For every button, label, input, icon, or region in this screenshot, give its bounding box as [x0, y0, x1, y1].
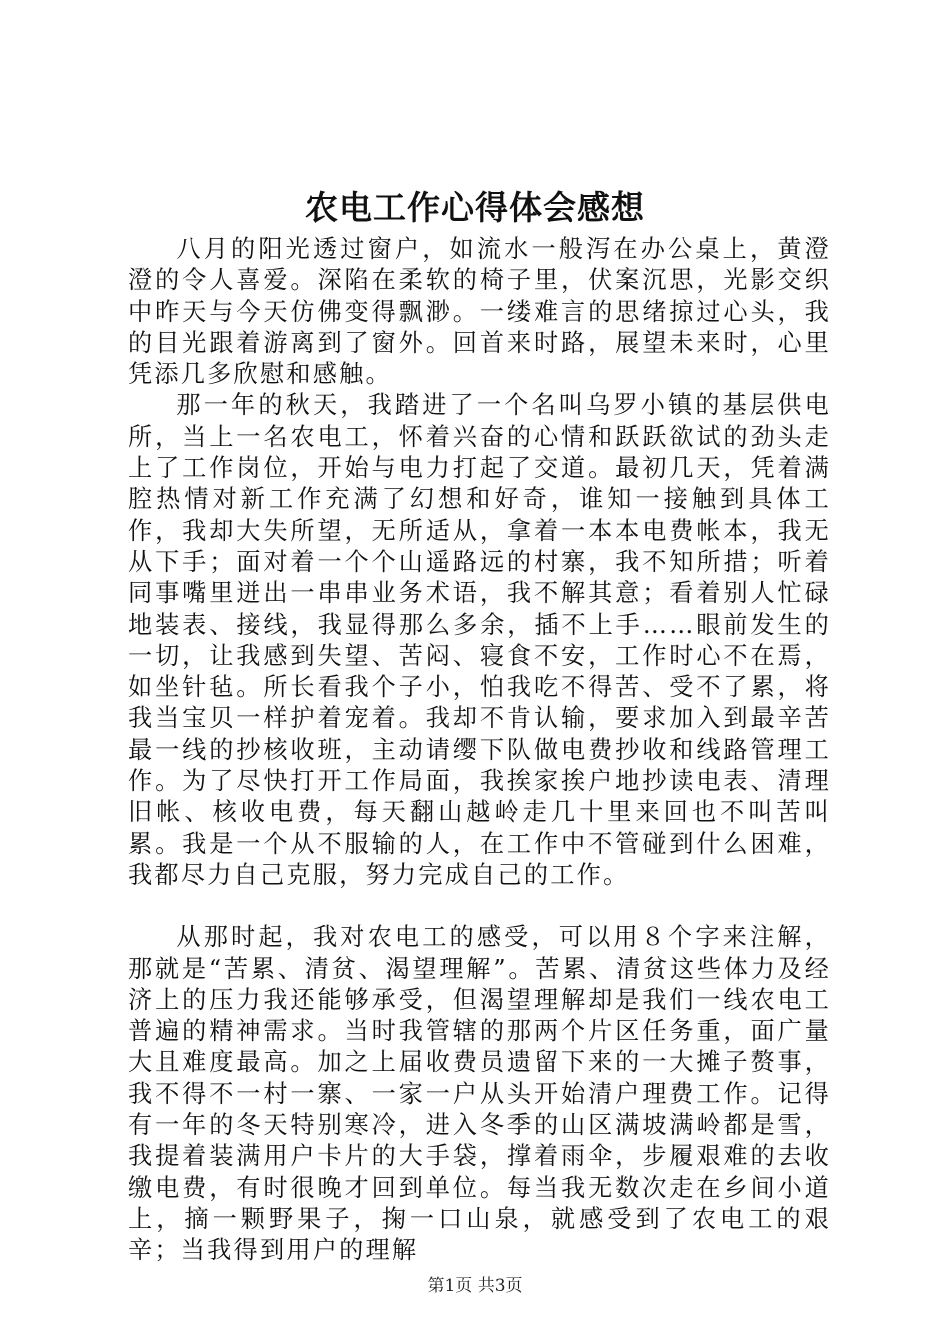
document-body — [128, 234, 831, 1267]
page-footer — [0, 1274, 950, 1298]
paragraph-1: 八月的阳光透过窗户，如流水一般泻在办公桌上，黄澄澄的令人喜爱。深陷在柔软的椅子里，伏案沉思，光影交织中昨天与今天仿佛变得飘渺。一缕难言的思绪掠过心头，我的目光跟着游离到了窗外。回首来时路，展望未来时，心里凭添几多欣慰和感触。 — [128, 235, 831, 389]
page-total: 共3页 — [477, 1276, 523, 1296]
paragraph-2: 那一年的秋天，我踏进了一个名叫乌罗小镇的基层供电所，当上一名农电工，怀着兴奋的心情和跃跃欲试的劲头走上了工作岗位，开始与电力打起了交道。最初几天，凭着满腔热情对新工作充满了幻想和好奇，谁知一接触到具体工作，我却大失所望，无所适从，拿着一本本电费帐本，我无从下手；面对着一个个山遥路远的村寨，我不知所措；听着同事嘴里迸出一串串业务术语，我不解其意；看着别人忙碌地装表、接线，我显得那么多余，插不上手……眼前发生的一切，让我感到失望、苦闷、寝食不安，工作时心不在焉，如坐针毡。所长看我个子小，怕我吃不得苦、受不了累，将我当宝贝一样护着宠着。我却不肯认输，要求加入到最辛苦最一线的抄核收班，主动请缨下队做电费抄收和线路管理工作。为了尽快打开工作局面，我挨家挨户地抄读电表、清理旧帐、核收电费，每天翻山越岭走几十里来回也不叫苦叫累。我是一个从不服输的人，在工作中不管碰到什么困难，我都尽力自己克服，努力完成自己的工作。 — [128, 391, 831, 889]
paragraph-spacer — [128, 891, 831, 922]
page-number: 第1页 — [427, 1276, 473, 1296]
document-title: 农电工作心得体会感想 — [305, 188, 645, 227]
paragraph-3: 从那时起，我对农电工的感受，可以用８个字来注解，那就是“苦累、清贫、渴望理解”。苦累、清贫这些体力及经济上的压力我还能够承受，但渴望理解却是我们一线农电工普遍的精神需求。当时我管辖的那两个片区任务重，面广量大且难度最高。加之上届收费员遗留下来的一大摊子赘事，我不得不一村一寨、一家一户从头开始清户理费工作。记得有一年的冬天特别寒冷，进入冬季的山区满坡满岭都是雪，我提着装满用户卡片的大手袋，撑着雨伞，步履艰难的去收缴电费，有时很晚才回到单位。每当我无数次走在乡间小道上，摘一颗野果子，掬一口山泉，就感受到了农电工的艰辛；当我得到用户的理解 — [128, 923, 831, 1265]
